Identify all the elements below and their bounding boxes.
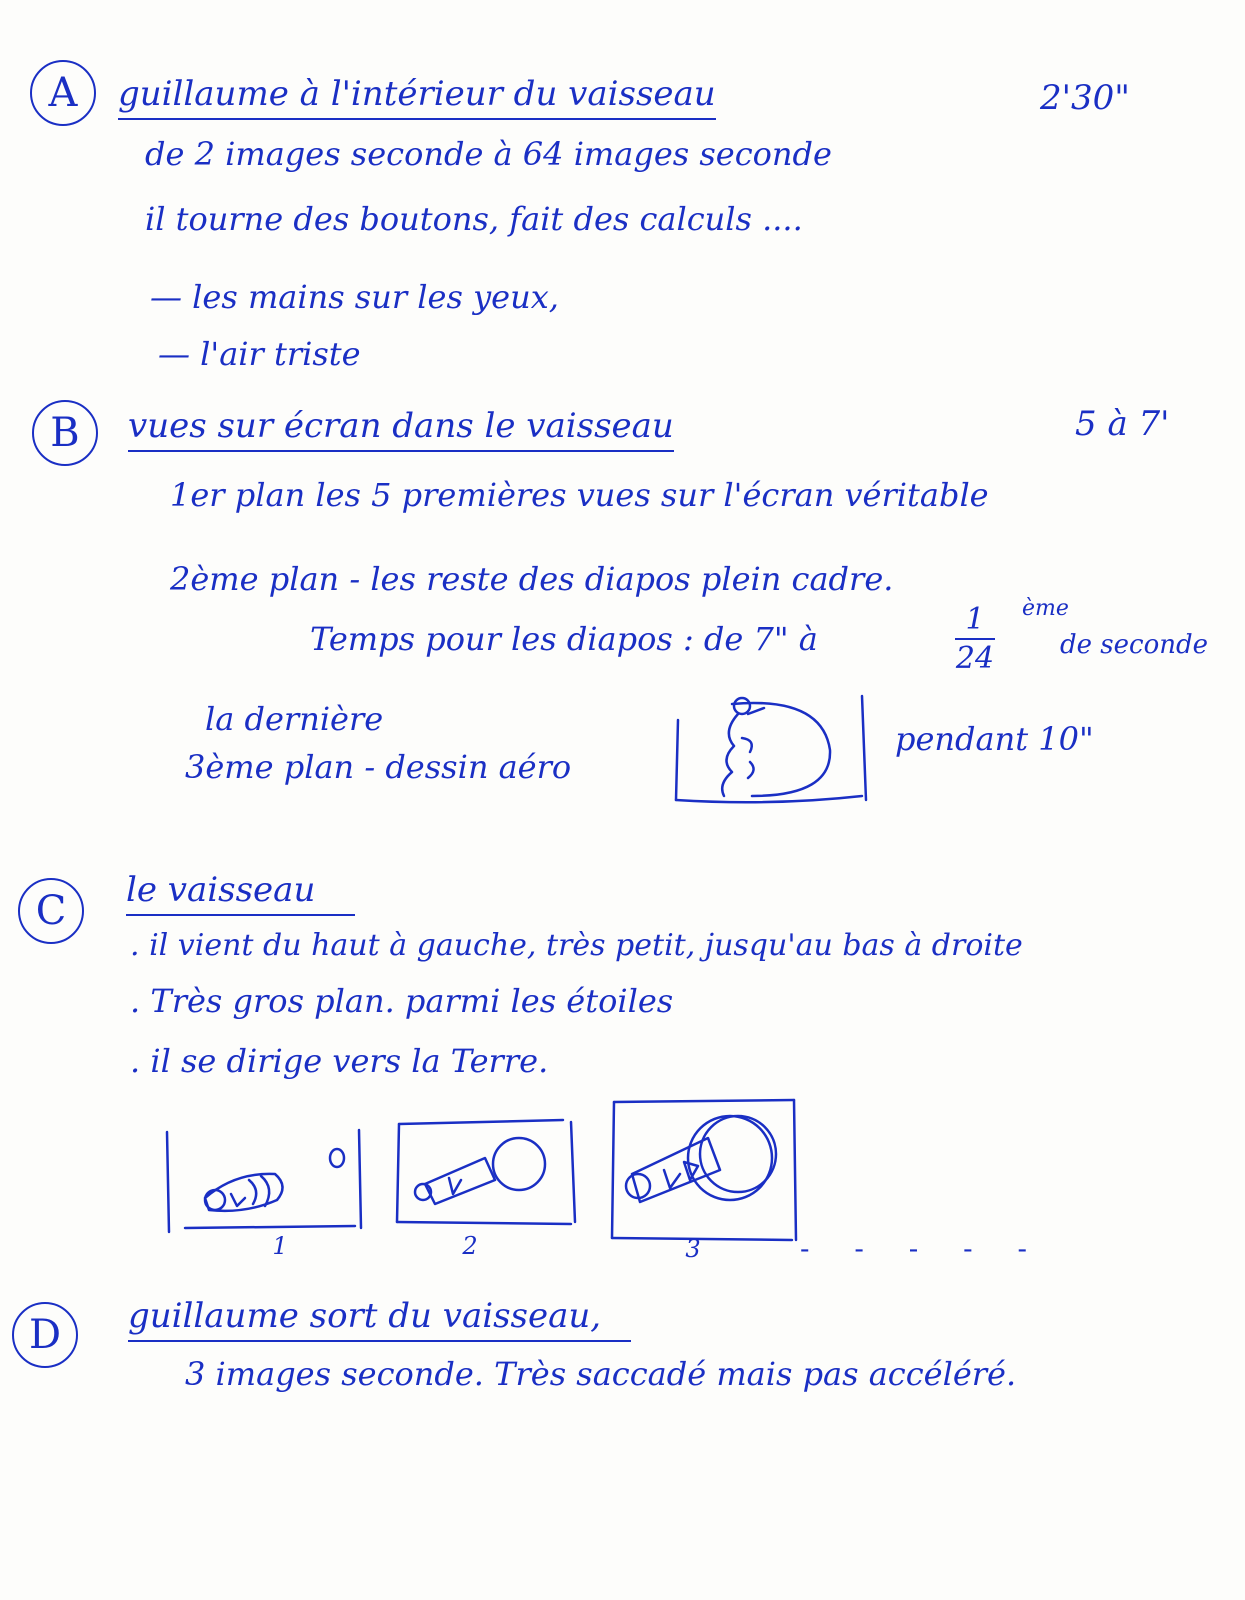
section-b-pendant: pendant 10" [895,720,1094,758]
section-a-line-3: — les mains sur les yeux, [150,278,559,316]
section-b-plan-3: 3ème plan - dessin aéro [185,748,572,786]
section-letter-d: D [12,1302,78,1368]
section-b-fraction [955,603,995,675]
section-a-duration: 2'30" [1040,78,1130,118]
section-letter-a: A [30,60,96,126]
section-letter-c: C [18,878,84,944]
section-a-heading: guillaume à l'intérieur du vaisseau [118,74,716,120]
storyboard-frame-1 [165,1128,365,1238]
aero-drawing-sketch [672,692,872,822]
fraction-numerator: 1 [965,602,985,637]
storyboard-frame-2 [395,1118,580,1228]
section-b-derniere: la dernière [205,700,384,738]
section-b-plan-1: 1er plan les 5 premières vues sur l'écran véritable [170,476,989,514]
section-letter-b: B [32,400,98,466]
section-a-line-2: il tourne des boutons, fait des calculs .... [145,200,803,238]
section-c-line-3: . il se dirige vers la Terre. [130,1042,549,1080]
storyboard-caption-3: 3 [685,1235,701,1263]
fraction-denominator: 24 [955,641,995,676]
section-c-heading: le vaisseau [126,870,355,916]
storyboard-continuation-dashes: - - - - - [800,1232,1045,1265]
section-b-fraction-sup: ème [1022,596,1069,621]
storyboard-frame-3 [610,1098,800,1243]
section-b-temps-suffix: de seconde [1060,630,1209,660]
section-b-plan-2: 2ème plan - les reste des diapos plein cadre. [170,560,894,598]
section-c-line-1: . il vient du haut à gauche, très petit, jusqu'au bas à droite [130,928,1023,963]
section-d-heading: guillaume sort du vaisseau, [128,1296,631,1342]
storyboard-caption-2: 2 [462,1232,478,1260]
section-b-duration: 5 à 7' [1075,404,1170,444]
storyboard-caption-1: 1 [272,1232,288,1260]
section-a-line-4: — l'air triste [158,335,361,373]
section-c-line-2: . Très gros plan. parmi les étoiles [130,982,674,1020]
section-d-line: 3 images seconde. Très saccadé mais pas accéléré. [185,1355,1017,1393]
section-b-heading: vues sur écran dans le vaisseau [128,406,674,452]
section-b-temps: Temps pour les diapos : de 7" à [310,620,818,658]
section-a-line-1: de 2 images seconde à 64 images seconde [145,135,832,173]
